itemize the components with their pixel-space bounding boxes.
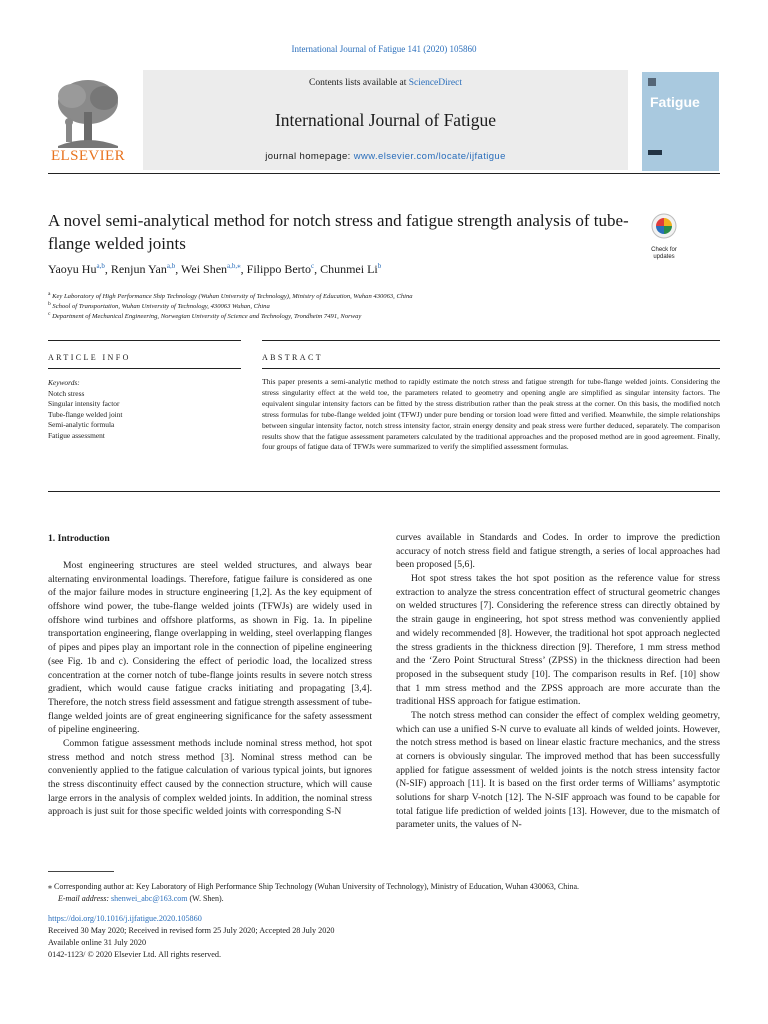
paragraph: Common fatigue assessment methods include nominal stress method, hot spot stress method and notch stress method [3]. Nominal stress method can be conveniently applied to the fatigue calculation of various typical joints, but ignores the stress discontinuity effect caused by the connection structure, which will cause large errors in the analysis of complex welded joints. In addition, the nominal stress approach is just suit for those specific welded joints with corresponding S-N — [48, 737, 372, 818]
author[interactable]: Wei Shen$^{a,b,⁎}$ — [181, 262, 241, 276]
article-info-heading: ARTICLE INFO — [48, 353, 131, 362]
contents-prefix: Contents lists available at — [308, 78, 409, 88]
contents-line — [143, 78, 628, 88]
keyword: Notch stress — [48, 388, 85, 398]
affiliation: $^c$ Department of Mechanical Engineering, Norwegian University of Science and Technology, Trondheim 7491, Norway — [48, 311, 362, 321]
email-label: E-mail address: — [58, 894, 112, 903]
abstract-end-rule — [48, 491, 720, 492]
paragraph: Most engineering structures are steel welded structures, and always bear alternating environmental loadings. Therefore, fatigue failure is considered as one of the major failure modes in structure engineering [1,2]. As the key equipment of offshore wind power, the tube-flange welded joints (TFWJs) are widely used in offshore wind turbines and offshore platforms, as shown in Fig. 1a. In pipeline transportation engineering, flange overlapping in welding, steel overlapping flanges of pipes and pipes play an important role in the connection of pipeline engineering (see Fig. 1b and c). Considering the effect of periodic load, the localized stress concentration at the corner notch of tube-flange joints results in severe notch stress gradient, which would cause fatigue cracks initiating and propagating [3,4]. Therefore, the notch stress field assessment and fatigue strength assessment of tube-flange welded joints are of great engineering significance for the safety assessment of pipeline engineering. — [48, 560, 372, 736]
keyword: Tube-flange welded joint — [48, 409, 123, 419]
check-updates-label: Check for updates — [651, 247, 677, 260]
keyword: Fatigue assessment — [48, 430, 105, 440]
elsevier-wordmark: ELSEVIER — [50, 148, 126, 164]
paragraph: Hot spot stress takes the hot spot position as the reference value for stress extraction to analyze the stress concentration effect of structural geometric changes on welded structures [7]. Considering the reference stress can directly obtained by the strain gauge in engineering, hot spot stress method was conveniently applied and widely recommended [8]. However, the traditional hot spot approach neglected the stress gradients in the thickness direction [9]. Therefore, 1 mm stress method and the ‘Zero Point Structural Stress’ (ZPSS) in the thickness direction had been proposed in the subsequent study [10]. The comparison results in Ref. [10] show that 1 mm stress method and the ZPSS approach are more accurate than the traditional HSS approach for fatigue estimation. — [396, 573, 720, 708]
journal-cover-thumbnail[interactable] — [642, 72, 719, 171]
journal-title: International Journal of Fatigue — [274, 110, 497, 130]
keywords-block — [48, 378, 228, 442]
author[interactable]: Filippo Berto$^c$ — [246, 262, 315, 276]
cover-logo-icon — [648, 78, 656, 86]
received-dates: Received 30 May 2020; Received in revised form 25 July 2020; Accepted 28 July 2020 — [48, 926, 335, 935]
copyright: 0142-1123/ © 2020 Elsevier Ltd. All rights reserved. — [48, 950, 222, 959]
paragraph: curves available in Standards and Codes. In order to improve the prediction accuracy of notch stress field and fatigue strength, a series of local approaches had been proposed [5,6]. — [396, 532, 720, 571]
publication-info — [48, 913, 448, 961]
cover-title: Fatigue — [650, 94, 700, 110]
keyword: Singular intensity factor — [48, 399, 120, 409]
sciencedirect-link[interactable]: ScienceDirect — [408, 78, 462, 88]
check-updates-icon — [644, 212, 684, 242]
abstract-heading: ABSTRACT — [262, 353, 323, 362]
keywords-label: Keywords: — [48, 378, 80, 387]
doi-link[interactable]: https://doi.org/10.1016/j.ijfatigue.2020.105860 — [48, 914, 202, 923]
homepage-prefix: journal homepage: — [265, 151, 354, 162]
paragraph: The notch stress method can consider the effect of complex welding geometry, which can use a unified S-N curve to evaluate all kinds of welded joints. However, the notch stress method is based on linear elastic fracture mechanics, and the stress at corners is obviously singular. The improved method that has been successfully applied for fatigue assessment of welded joints is the notch stress intensity factor (N-SIF) approach [11]. It is based on the first order terms of Williams’ asymptotic solutions for sharp V-notch [12]. The N-SIF approach was found to be capable for total fatigue life prediction of welded joints [13]. However, due to the mismatch of parameter units, the values of N- — [396, 709, 720, 831]
keyword: Semi-analytic formula — [48, 420, 115, 430]
body-left-column — [48, 559, 372, 819]
available-online: Available online 31 July 2020 — [48, 938, 147, 947]
affiliation: $^a$ Key Laboratory of High Performance Ship Technology (Wuhan University of Technology), Ministry of Education, Wuhan 430063, China — [48, 291, 413, 301]
body-right-column — [396, 531, 720, 832]
header-rule — [48, 173, 720, 174]
email-link[interactable]: shenwei_abc@163.com — [111, 894, 188, 903]
check-for-updates-badge[interactable] — [644, 212, 684, 262]
abstract-subrule — [262, 368, 720, 369]
article-info-rule — [48, 340, 241, 341]
author[interactable]: Yaoyu Hu$^{a,b}$ — [48, 262, 105, 276]
email-suffix: (W. Shen). — [187, 894, 224, 903]
article-info-subrule — [48, 368, 241, 369]
section-heading: 1. Introduction — [48, 533, 110, 544]
paper-title: A novel semi-analytical method for notch stress and fatigue strength analysis of tube-flange welded joints — [48, 211, 629, 253]
author[interactable]: Chunmei Li$^b$ — [320, 262, 382, 276]
author[interactable]: Renjun Yan$^{a,b}$ — [110, 262, 176, 276]
abstract-rule — [262, 340, 720, 341]
email-line — [48, 893, 728, 905]
affiliation: $^b$ School of Transportation, Wuhan University of Technology, 430063 Wuhan, China — [48, 301, 270, 311]
author-list: Yaoyu Hu$^{a,b}$, Renjun Yan$^{a,b}$, Wei Shen$^{a,b,⁎}$, Filippo Berto$^c$, Chunmei Li$^b$ — [48, 262, 382, 276]
abstract-text: This paper presents a semi-analytic method to rapidly estimate the notch stress and fatigue strength for tube-flange welded joints. Considering the stress singularity effect at the weld toe, the parameters related to geometry and opening angle are simplified as singular intensity factors. The equivalent singular intensity factors can be fitted by the stress distribution rather than the peak stress at the corner. On this basis, the modified notch stress formulas for tube-flange welded joint (TFWJ) under pure bending or torsion load were fitted and verified. Meanwhile, the simple relationships between singular intensity factor, notch stress intensity factor, strain energy density and peak stress were further deduced, separately. The comparison results show that the fatigue assessment parameters calculated by the traditional approaches and the proposed method are in good agreement. Finally, four groups of fatigue data of TFWJs were summarized to verify the simplified assessment formulas. — [262, 377, 720, 452]
footnote-rule — [48, 871, 114, 872]
journal-homepage — [143, 151, 628, 162]
journal-reference[interactable]: International Journal of Fatigue 141 (2020) 105860 — [291, 44, 477, 54]
footnote — [48, 881, 728, 905]
cover-publisher-icon — [648, 150, 662, 155]
corresponding-author-note: ⁎ Corresponding author at: Key Laboratory of High Performance Ship Technology (Wuhan University of Technology), Ministry of Education, Wuhan 430063, China. — [48, 882, 580, 891]
homepage-link[interactable]: www.elsevier.com/locate/ijfatigue — [353, 151, 506, 162]
